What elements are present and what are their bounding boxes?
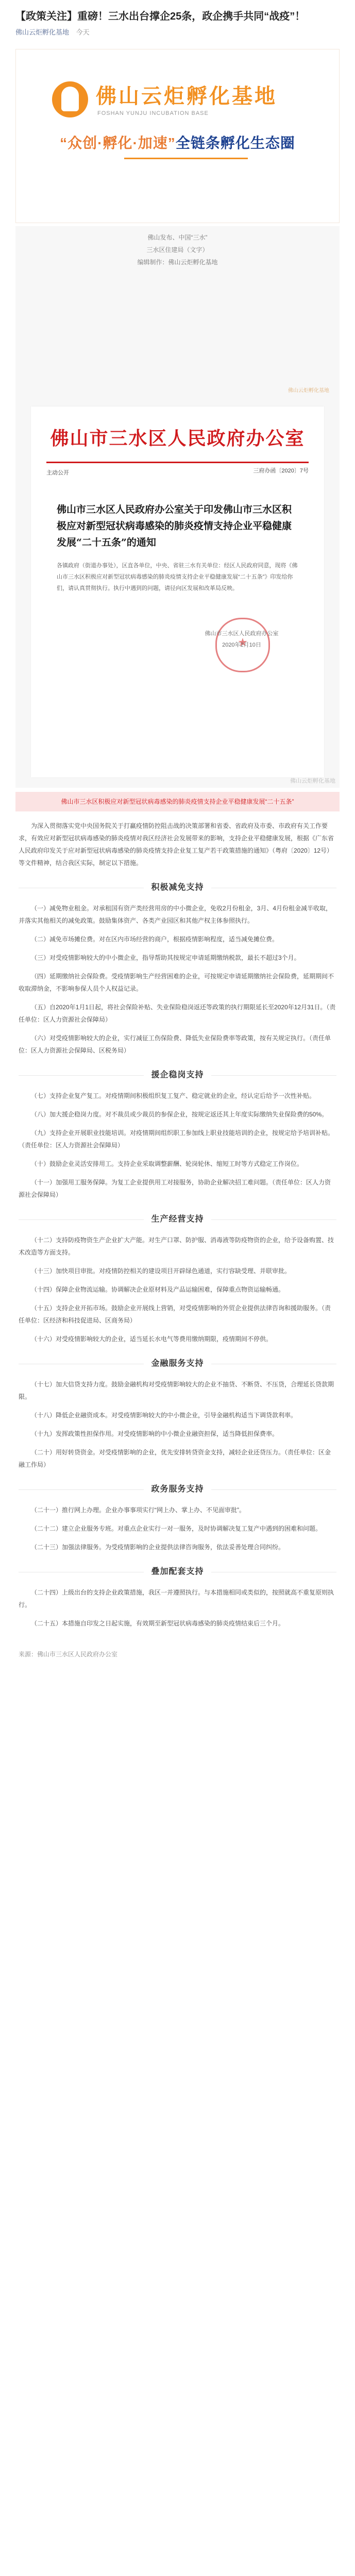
policy-paragraph: （九）支持企业开展职业技能培训。对疫情期间组织职工参加线上职业技能培训的企业，按规定给予培训补贴。（责任单位：区人力资源社会保障局） (19, 1129, 334, 1149)
section-heading (19, 1213, 336, 1226)
lead-paragraph: 为深入贯彻落实党中央国务院关于打赢疫情防控阻击战的决策部署和省委、省政府及市委、市政府有关工作要求，有效应对新型冠状病毒感染的肺炎疫情对我区经济社会发展带来的影响，支持企业平稳健康发展，根据《广东省人民政府印发关于应对新型冠状病毒感染的肺炎疫情支持企业复工复产若干政策措施的通知》（粤府〔2020〕12号）等文件精神，结合我区实际，制定以下措施。 (19, 822, 334, 867)
doc-header: 佛山市三水区人民政府办公室 (50, 428, 305, 449)
article-footer (0, 1642, 355, 1660)
policy-paragraph: （一）减免物业租金。对承租国有资产类经营用房的中小微企业，免收2月份租金，3月、4月份租金减半收取，并落实其他相关的减免政策。鼓励集体资产、各类产业园区和其他产权主体参照执行。 (19, 905, 332, 924)
sections (19, 882, 336, 1630)
slogan-suffix: 全链条孵化生态圈 (175, 135, 295, 151)
doc-body: 各镇政府（街道办事处），区直各单位，中央、省驻三水有关单位：经区人民政府同意，现将《佛山市三水区积极应对新型冠状病毒感染的肺炎疫情支持企业平稳健康发展“二十五条”》印发给你们，请认真贯彻执行。执行中遇到的问题，请径向区发展和改革局反映。 (57, 563, 298, 591)
section-heading-label: 积极减免支持 (144, 882, 211, 894)
article-title: 【政策关注】重磅！三水出台撑企25条，政企携手共同“战疫”！ (15, 11, 306, 22)
logo-text: 佛山云炬孵化基地 (96, 85, 277, 108)
policy-paragraph: （十七）加大信贷支持力度。鼓励金融机构对受疫情影响较大的企业不抽贷、不断贷、不压贷，合理延长贷款期限。 (19, 1381, 334, 1400)
section-heading-label: 叠加配套支持 (144, 1566, 211, 1578)
credit-line: 编辑制作：佛山云炬孵化基地 (137, 259, 218, 266)
doc-credits (15, 226, 340, 268)
policy-paragraph: （十九）发挥政策性担保作用。对受疫情影响的中小微企业融资担保，适当降低担保费率。 (31, 1430, 279, 1437)
account-name[interactable]: 佛山云炬孵化基地 (15, 28, 70, 36)
policy-paragraph: （二十）用好转贷资金。对受疫情影响的企业，优先安排转贷资金支持，减轻企业还贷压力。（责任单位：区金融工作局） (19, 1449, 331, 1468)
doc-signature (190, 628, 293, 651)
doc-number: 三府办函〔2020〕7号 (253, 468, 309, 474)
sign-org: 佛山市三水区人民政府办公室 (205, 631, 279, 637)
policy-paragraph: （二）减免市场摊位费。对在区内市场经营的商户，根据疫情影响程度，适当减免摊位费。 (31, 936, 279, 943)
section-heading-label: 政务服务支持 (144, 1483, 211, 1496)
article-meta (15, 27, 340, 37)
policy-paragraph: （七）支持企业复产复工。对疫情期间积极组织复工复产、稳定就业的企业，经认定后给予一次性补贴。 (31, 1092, 316, 1099)
policy-paragraph: （十六）对受疫情影响较大的企业，适当延长水电气等费用缴纳期限，疫情期间不停供。 (31, 1335, 273, 1343)
policy-paragraph: （二十三）加强法律服务。为受疫情影响的企业提供法律咨询服务，依法妥善处理合同纠纷。 (31, 1544, 285, 1551)
article-header (0, 0, 355, 42)
policy-paragraph: （十）鼓励企业灵活安排用工。支持企业采取调整薪酬、轮岗轮休、缩短工时等方式稳定工作岗位。 (31, 1160, 303, 1167)
policy-paragraph: （十四）保障企业物流运输。协调解决企业原材料及产品运输困难，保障重点物资运输畅通。 (31, 1286, 285, 1293)
section-heading (19, 1358, 336, 1370)
brand-banner (15, 49, 340, 223)
policy-paragraph: （二十五）本措施自印发之日起实施，有效期至新型冠状病毒感染的肺炎疫情结束后三个月。 (31, 1620, 285, 1627)
small-logo: 佛山云炬孵化基地 (288, 388, 329, 394)
sign-date: 2020年2月10日 (222, 642, 261, 648)
publish-date: 今天 (76, 28, 90, 36)
policy-paragraph: （十三）加快项目审批。对疫情防控相关的建设项目开辟绿色通道，实行容缺受理、并联审批。 (31, 1267, 291, 1275)
credit-line: 佛山发布、中国“三水” (147, 234, 208, 241)
section-heading (19, 1566, 336, 1578)
policy-title-strip: 佛山市三水区积极应对新型冠状病毒感染的肺炎疫情支持企业平稳健康发展“二十五条” (15, 792, 340, 811)
slogan-prefix: “众创·孵化·加速” (60, 135, 176, 151)
policy-paragraph: （六）对受疫情影响较大的企业，实行减征工伤保险费、降低失业保险费率等政策，按有关规定执行。（责任单位：区人力资源社会保障局、区税务局） (19, 1035, 331, 1054)
article-content (0, 820, 355, 1630)
government-document (31, 406, 324, 777)
policy-paragraph: （四）延期缴纳社会保险费。受疫情影响生产经营困难的企业，可按规定申请延期缴纳社会保险费，延期期间不收取滞纳金，不影响参保人员个人权益记录。 (19, 973, 334, 992)
policy-paragraph: （二十二）建立企业服务专班。对重点企业实行一对一服务，及时协调解决复工复产中遇到的困难和问题。 (31, 1525, 322, 1532)
policy-paragraph: （十二）支持防疫物资生产企业扩大产能。对生产口罩、防护服、消毒液等防疫物资的企业，给予设备购置、技术改造等方面支持。 (19, 1236, 334, 1256)
policy-paragraph: （十五）支持企业开拓市场。鼓励企业开展线上营销，对受疫情影响的外贸企业提供法律咨询和援助服务。（责任单位：区经济和科技促进局、区商务局） (19, 1304, 331, 1324)
credit-line: 三水区住建局（文字） (146, 246, 209, 253)
document-image (15, 226, 340, 788)
policy-paragraph: （十一）加强用工服务保障。为复工企业提供用工对接服务，协助企业解决招工难问题。（责任单位：区人力资源社会保障局） (19, 1179, 331, 1198)
policy-paragraph: （二十四）上级出台的支持企业政策措施，我区一并遵照执行。与本措施相同或类似的，按照就高不重复原则执行。 (19, 1589, 334, 1608)
section-heading (19, 1069, 336, 1081)
red-divider (46, 462, 309, 463)
logo-subtext: FOSHAN YUNJU INCUBATION BASE (97, 110, 209, 116)
divider (124, 158, 248, 159)
section-heading-label: 援企稳岗支持 (144, 1069, 211, 1081)
policy-paragraph: （三）对受疫情影响较大的中小微企业，指导帮助其按规定申请延期缴纳税款，最长不超过3个月。 (31, 954, 300, 961)
doc-title: 佛山市三水区人民政府办公室关于印发佛山市三水区积极应对新型冠状病毒感染的肺炎疫情支持企业平稳健康发展“二十五条”的通知 (57, 504, 292, 548)
section-heading-label: 生产经营支持 (144, 1213, 211, 1226)
torch-icon (52, 81, 88, 117)
slogan (16, 132, 339, 152)
policy-paragraph: （十八）降低企业融资成本。对受疫情影响较大的中小微企业，引导金融机构适当下调贷款利率。 (31, 1412, 297, 1419)
watermark: 佛山云炬孵化基地 (290, 778, 335, 784)
source-line: 来源：佛山市三水区人民政府办公室 (19, 1651, 118, 1658)
section-heading-label: 金融服务支持 (144, 1358, 211, 1370)
policy-paragraph: （五）自2020年1月1日起，将社会保险补贴、失业保险稳岗返还等政策的执行期限延长至2020年12月31日。（责任单位：区人力资源社会保障局） (19, 1004, 336, 1023)
brand-logo (52, 75, 310, 127)
policy-paragraph: （八）加大援企稳岗力度。对不裁员或少裁员的参保企业，按规定返还其上年度实际缴纳失业保险费的50%。 (31, 1111, 328, 1118)
section-heading (19, 1483, 336, 1496)
section-heading (19, 882, 336, 894)
policy-paragraph: （二十一）推行网上办理。企业办事事项实行“网上办、掌上办、不见面审批”。 (31, 1506, 245, 1514)
disclosure-note: 主动公开 (46, 470, 69, 476)
